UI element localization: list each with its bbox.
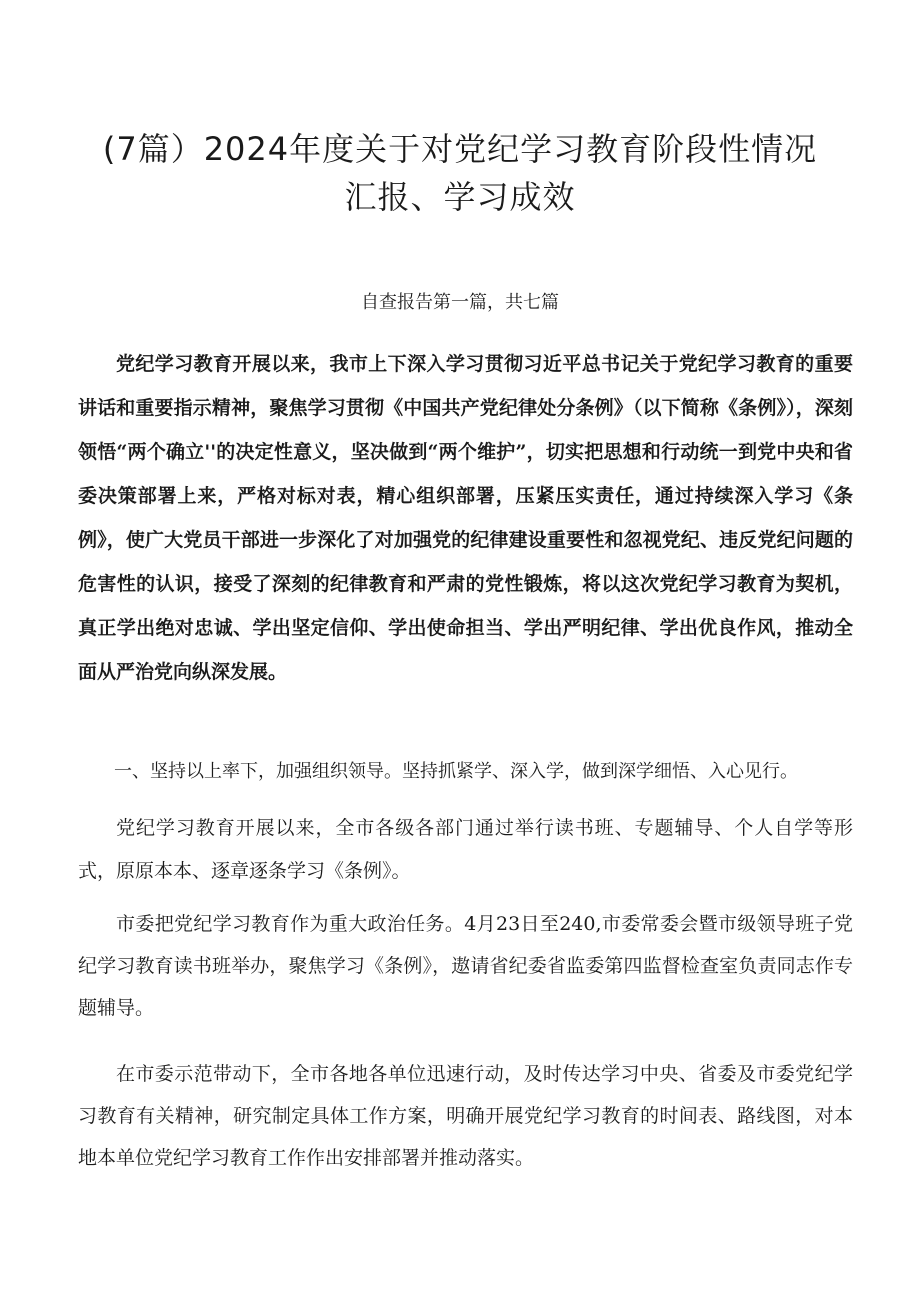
paragraph-body: 党纪学习教育开展以来，全市各级各部门通过举行读书班、专题辅导、个人自学等形式，原原本本、逐章逐条学习《条例》。 (78, 817, 853, 882)
document-subtitle: 自查报告第一篇，共七篇 (361, 292, 559, 313)
paragraph-body: 在市委示范带动下，全市各地各单位迅速行动，及时传达学习中央、省委及市委党纪学习教育有关精神，研究制定具体工作方案，明确开展党纪学习教育的时间表、路线图，对本地本单位党纪学习教育工作作出安排部署并推动落实。 (78, 1063, 853, 1169)
document-title-line-2: 汇报、学习成效 (344, 178, 576, 216)
paragraph-intro: 党纪学习教育开展以来，我市上下深入学习贯彻习近平总书记关于党纪学习教育的重要讲话和重要指示精神，聚焦学习贯彻《中国共产党纪律处分条例》（以下简称《条例》），深刻领悟“两个确立''的决定性意义，坚决做到“两个维护”，切实把思想和行动统一到党中央和省委决策部署上来，严格对标对表，精心组织部署，压紧压实责任，通过持续深入学习《条例》，使广大党员干部进一步深化了对加强党的纪律建设重要性和忽视党纪、违反党纪问题的危害性的认识，接受了深刻的纪律教育和严肃的党性锻炼，将以这次党纪学习教育为契机，真正学出绝对忠诚、学出坚定信仰、学出使命担当、学出严明纪律、学出优良作风，推动全面从严治党向纵深发展。 (78, 353, 853, 683)
section-heading-1: 一、坚持以上率下，加强组织领导。坚持抓紧学、深入学，做到深学细悟、入心见行。 (114, 761, 798, 782)
document-title-line-1: (7篇）2024年度关于对党纪学习教育阶段性情况 (102, 130, 818, 168)
paragraph-body: 市委把党纪学习教育作为重大政治任务。4月23日至240,市委常委会暨市级领导班子党纪学习教育读书班举办，聚焦学习《条例》，遨请省纪委省监委第四监督检查室负责同志作专题辅导。 (78, 913, 853, 1019)
